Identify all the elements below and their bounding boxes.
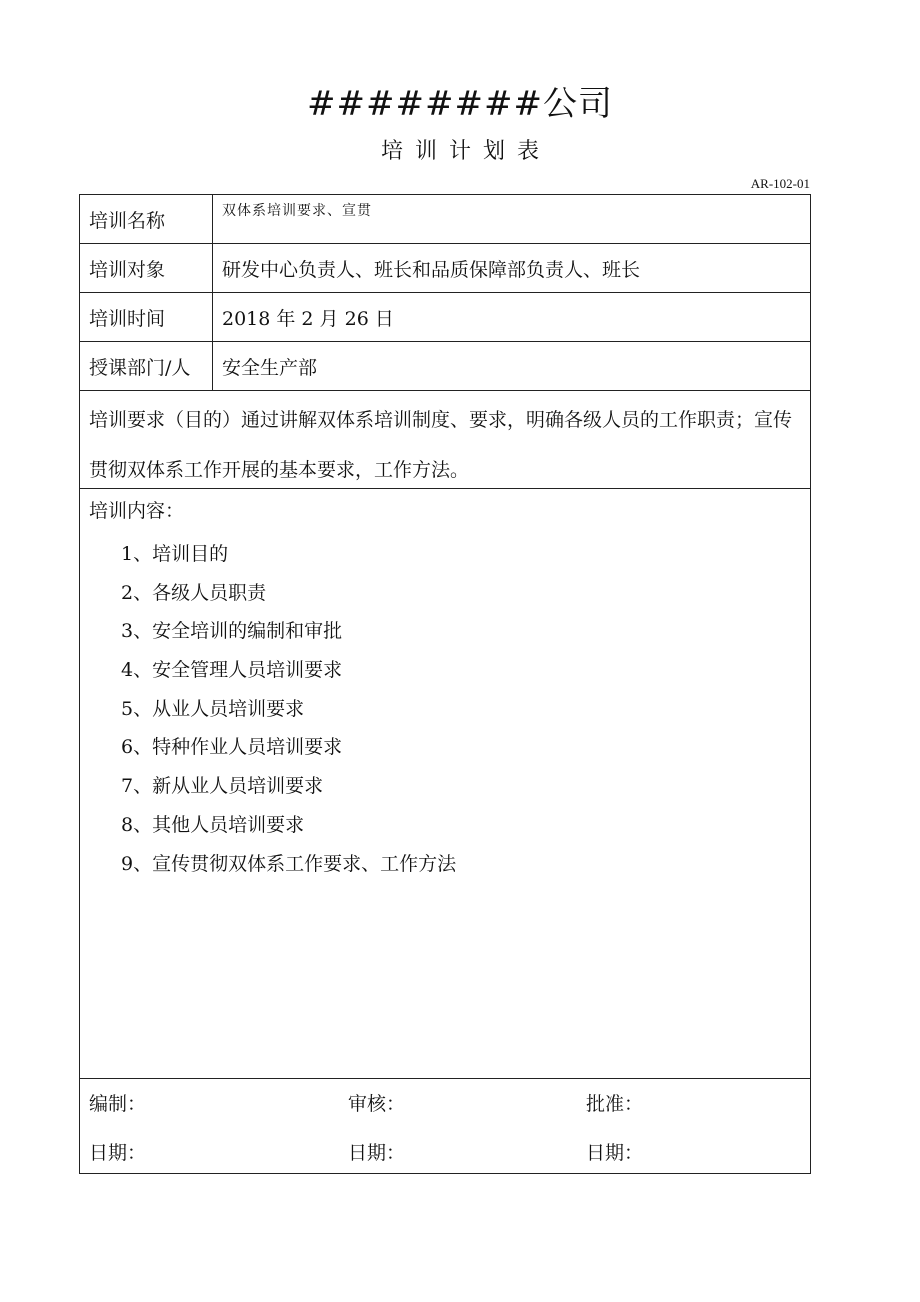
reviewed-date-label: 日期：	[348, 1142, 406, 1164]
row-training-purpose	[80, 391, 810, 489]
document-code: AR-102-01	[750, 176, 810, 191]
list-item: 8、其他人员培训要求	[121, 813, 305, 836]
list-item: 2、各级人员职责	[121, 581, 267, 604]
form-title: 培训计划表	[380, 139, 551, 164]
list-item: 4、安全管理人员培训要求	[121, 659, 343, 682]
row-training-time	[80, 293, 810, 342]
training-time-label: 培训时间	[80, 293, 213, 341]
row-training-name	[80, 195, 810, 244]
row-instructor-dept	[80, 342, 810, 391]
list-item: 9、宣传贯彻双体系工作要求、工作方法	[121, 852, 457, 875]
training-name-label: 培训名称	[80, 195, 213, 243]
list-item: 7、新从业人员培训要求	[121, 775, 324, 798]
training-audience-value: 研发中心负责人、班长和品质保障部负责人、班长	[222, 258, 641, 281]
list-item: 1、培训目的	[121, 543, 229, 565]
list-item: 6、特种作业人员培训要求	[121, 736, 343, 759]
training-name-value: 双体系培训要求、宣贯	[222, 203, 372, 219]
instructor-dept-label: 授课部门/人	[80, 342, 213, 390]
training-content-heading: 培训内容：	[89, 500, 185, 522]
signature-section	[80, 1078, 810, 1173]
approved-date-label: 日期：	[586, 1142, 644, 1164]
training-plan-form	[79, 194, 811, 1174]
list-item: 5、从业人员培训要求	[121, 697, 305, 720]
reviewed-by-label: 审核：	[348, 1093, 406, 1115]
prepared-by-label: 编制：	[89, 1093, 147, 1115]
approved-by-label: 批准：	[586, 1093, 644, 1115]
instructor-dept-value: 安全生产部	[222, 356, 318, 379]
list-item: 3、安全培训的编制和审批	[121, 620, 343, 643]
training-purpose-text: 培训要求（目的）通过讲解双体系培训制度、要求，明确各级人员的工作职责；宣传贯彻双体系工作开展的基本要求，工作方法。	[89, 409, 793, 481]
company-title: ########公司	[307, 84, 613, 124]
training-audience-label: 培训对象	[80, 244, 213, 292]
training-content-list	[121, 540, 456, 888]
prepared-date-label: 日期：	[89, 1142, 147, 1164]
training-content-section	[80, 489, 810, 1078]
row-training-audience	[80, 244, 810, 293]
training-time-value: 2018 年 2 月 26 日	[222, 307, 394, 330]
